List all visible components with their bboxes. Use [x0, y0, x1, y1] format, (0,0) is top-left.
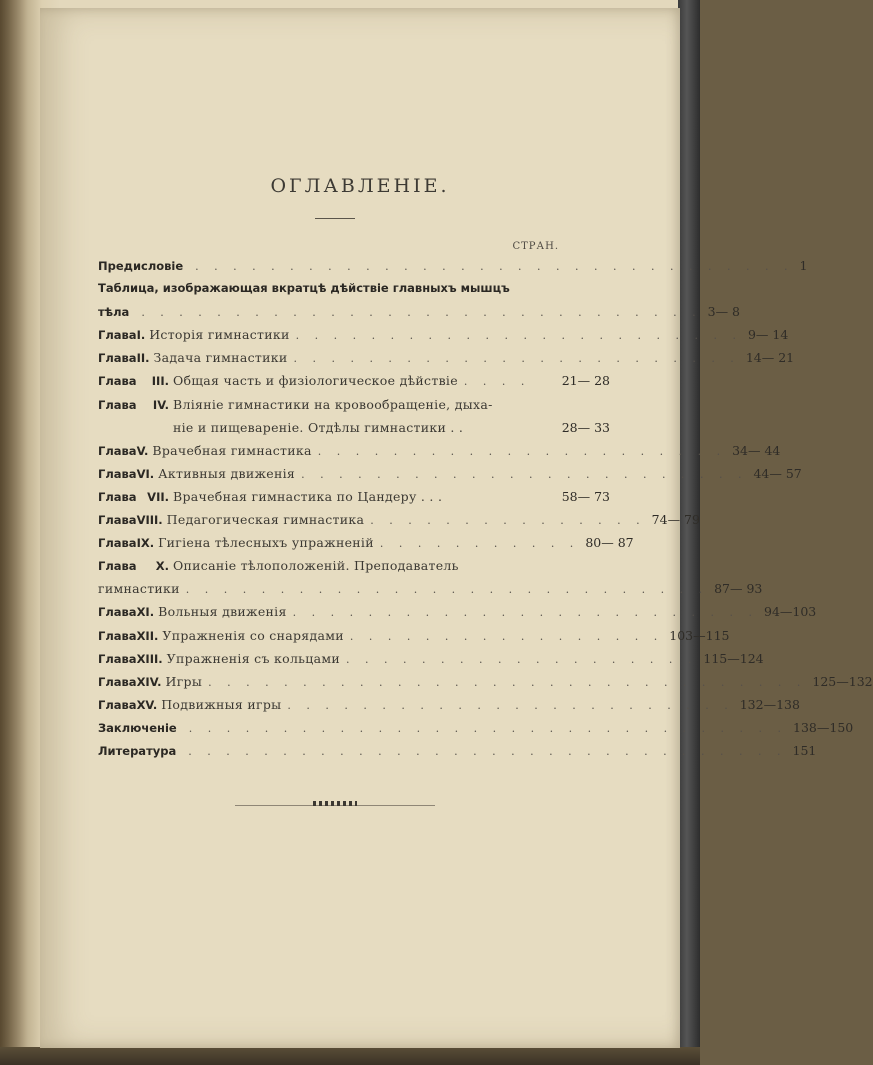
entry-label: Литература: [98, 743, 177, 758]
leader-dots: . . . . . . . . . . . . . . . . . . . . . . . .: [287, 698, 734, 712]
chapter-word: Глава: [98, 559, 137, 574]
chapter-number: XII.: [136, 628, 159, 643]
entry-page: 74— 79: [651, 512, 700, 528]
entry-title: Гигіена тѣлесныхъ упражненій: [158, 535, 374, 551]
entry-page: 103—115: [669, 627, 730, 643]
entry-title: Упражненія со снарядами: [162, 627, 344, 643]
leader-dots: . . . . . . . . . . . . . . . . . . . . . . . .: [295, 329, 742, 343]
chapter-number: XI.: [136, 605, 155, 620]
chapter-number: IV.: [152, 397, 169, 412]
entry-page: 34— 44: [732, 442, 781, 458]
entry-title: Общая часть и физіологическое дѣйствіе: [173, 373, 458, 389]
book-page: [40, 8, 873, 1048]
chapter-number: XIV.: [136, 674, 162, 689]
toc-entry: [98, 696, 800, 720]
chapter-number: II.: [136, 351, 150, 366]
chapter-word: Глава: [98, 536, 137, 551]
entry-page: 44— 57: [753, 465, 802, 481]
page-column-label: СТРАН.: [512, 241, 559, 252]
chapter-word: Глава: [98, 651, 137, 666]
entry-label: Предисловіе: [98, 259, 184, 273]
entry-label: Таблица, изображающая вкратцѣ дѣйствіе главныхъ мышцъ: [98, 281, 510, 296]
entry-page: 28— 33: [561, 419, 610, 435]
toc-entry: [98, 604, 817, 627]
entry-title: Задача гимнастики: [153, 350, 288, 366]
toc-entry-continuation: [98, 420, 610, 443]
chapter-number: X.: [155, 559, 169, 574]
leader-dots: . . . . . . . . . . . . . . . . . . . . . . . . .: [292, 606, 758, 620]
chapter-number: VI.: [136, 466, 155, 481]
entry-page: 14— 21: [745, 350, 795, 366]
chapter-number: XIII.: [136, 651, 163, 666]
entry-page: 138—150: [793, 719, 854, 735]
chapter-word: Глава: [98, 466, 137, 481]
entry-title: Врачебная гимнастика по Цандеру . . .: [173, 488, 443, 504]
leader-dots: . . . . . . . . . . . . . . . . . . . . . . . .: [293, 352, 740, 366]
entry-label: тѣла: [98, 305, 130, 320]
chapter-number: VIII.: [136, 513, 163, 528]
toc-entry: [98, 442, 781, 466]
page-title: ОГЛАВЛЕНІЕ.: [270, 175, 450, 197]
leader-dots: . . . . . . . . . . . . . . . . . . . . . . . .: [301, 467, 748, 481]
leader-dots: . . . . . . . . . . . . . . . . . . . . . .: [317, 444, 727, 458]
entry-title: гимнастики: [98, 581, 180, 597]
chapter-word: Глава: [98, 328, 137, 343]
entry-title: Активныя движенія: [158, 465, 296, 481]
leader-dots: . . . . . . . . . . . . . . . . . . . . . . . . . . . . . .: [141, 306, 702, 320]
toc-entry: [98, 558, 610, 581]
toc-entry: [98, 535, 634, 558]
chapter-word: Глава: [98, 605, 137, 620]
entry-page: 21— 28: [561, 373, 610, 389]
chapter-number: I.: [136, 328, 146, 343]
chapter-word: Глава: [98, 443, 137, 458]
entry-title: ніе и пищевареніе. Отдѣлы гимнастики . .: [173, 419, 464, 435]
entry-page: 80— 87: [585, 535, 634, 551]
leader-dots: . . . . . . . . . . . . . . .: [370, 514, 646, 528]
chapter-number: IX.: [136, 536, 155, 551]
chapter-word: Глава: [98, 628, 137, 643]
entry-title: Подвижныя игры: [161, 696, 282, 712]
entry-page: 94—103: [764, 604, 817, 620]
entry-page: 9— 14: [747, 327, 789, 343]
toc-entry: [98, 327, 789, 350]
table-of-contents: [98, 258, 873, 766]
book-cover-bottom: [0, 1047, 700, 1065]
toc-entry-continuation: [98, 581, 763, 604]
chapter-number: III.: [151, 374, 169, 389]
chapter-word: Глава: [98, 351, 137, 366]
leader-dots: . . . . . . . . . . . . . . . . . . . . . . . . . . . . . . . .: [188, 744, 787, 758]
chapter-word: Глава: [98, 513, 137, 528]
toc-entry: [98, 281, 610, 304]
toc-entry: [98, 627, 730, 651]
entry-page: 58— 73: [561, 488, 610, 504]
toc-entry: [98, 373, 610, 396]
leader-dots: . . . . . . . . . . . . . . . . . . . . . . . . . . . .: [185, 583, 709, 597]
entry-title: Упражненія съ кольцами: [166, 650, 341, 666]
entry-title: Врачебная гимнастика: [152, 442, 312, 458]
chapter-number: V.: [136, 443, 149, 458]
entry-title: Описаніе тѣлоположеній. Преподаватель: [173, 558, 459, 574]
leader-dots: . . . . . . . . . . . . . . . . . . . . . . . . . . . . . . . .: [208, 675, 807, 689]
ornament-center: [313, 801, 357, 806]
leader-dots: . . . . . . . . . . . . . . . . . . . . . . . . . . . . . . . .: [188, 721, 788, 735]
toc-entry: [98, 397, 610, 420]
entry-title: Вольныя движенія: [158, 604, 287, 620]
spine-shadow: [0, 0, 42, 1065]
chapter-number: VII.: [147, 489, 169, 504]
toc-entry-continuation: [98, 304, 741, 327]
toc-entry: [98, 650, 764, 674]
toc-entry: [98, 258, 808, 281]
entry-title: Исторія гимнастики: [149, 327, 290, 343]
toc-entry: [98, 512, 700, 535]
entry-page: 125—132: [812, 673, 873, 689]
chapter-word: Глава: [98, 374, 137, 389]
entry-page: 151: [792, 742, 817, 758]
leader-dots: . . . .: [463, 375, 531, 389]
entry-page: 87— 93: [714, 581, 763, 597]
entry-title: Вліяніе гимнастики на кровообращеніе, дыха-: [173, 396, 493, 412]
chapter-word: Глава: [98, 397, 137, 412]
toc-entry: [98, 489, 610, 512]
entry-title: Игры: [165, 673, 203, 689]
book-cover-edge: [678, 0, 700, 1065]
entry-title: Педагогическая гимнастика: [166, 512, 365, 528]
toc-entry: [98, 742, 817, 766]
chapter-word: Глава: [98, 697, 137, 712]
entry-page: 115—124: [703, 650, 764, 666]
leader-dots: . . . . . . . . . . . . . . . . .: [349, 629, 664, 643]
toc-entry: [98, 719, 854, 743]
toc-entry: [98, 465, 802, 489]
title-rule: [315, 218, 355, 219]
leader-dots: . . . . . . . . . . . . . . . . . . . . . . . . . . . . . . . .: [195, 260, 794, 273]
toc-entry: [98, 350, 795, 373]
entry-page: 132—138: [739, 696, 800, 712]
chapter-word: Глава: [98, 674, 137, 689]
leader-dots: . . . . . . . . . . . . . . . . . . .: [346, 652, 698, 666]
toc-entry: [98, 673, 873, 697]
chapter-number: XV.: [136, 697, 158, 712]
entry-page: 3— 8: [707, 304, 741, 320]
chapter-word: Глава: [98, 489, 137, 504]
entry-label: Заключеніе: [98, 720, 177, 735]
leader-dots: . . . . . . . . . . .: [379, 537, 580, 551]
entry-page: 1: [799, 258, 808, 273]
